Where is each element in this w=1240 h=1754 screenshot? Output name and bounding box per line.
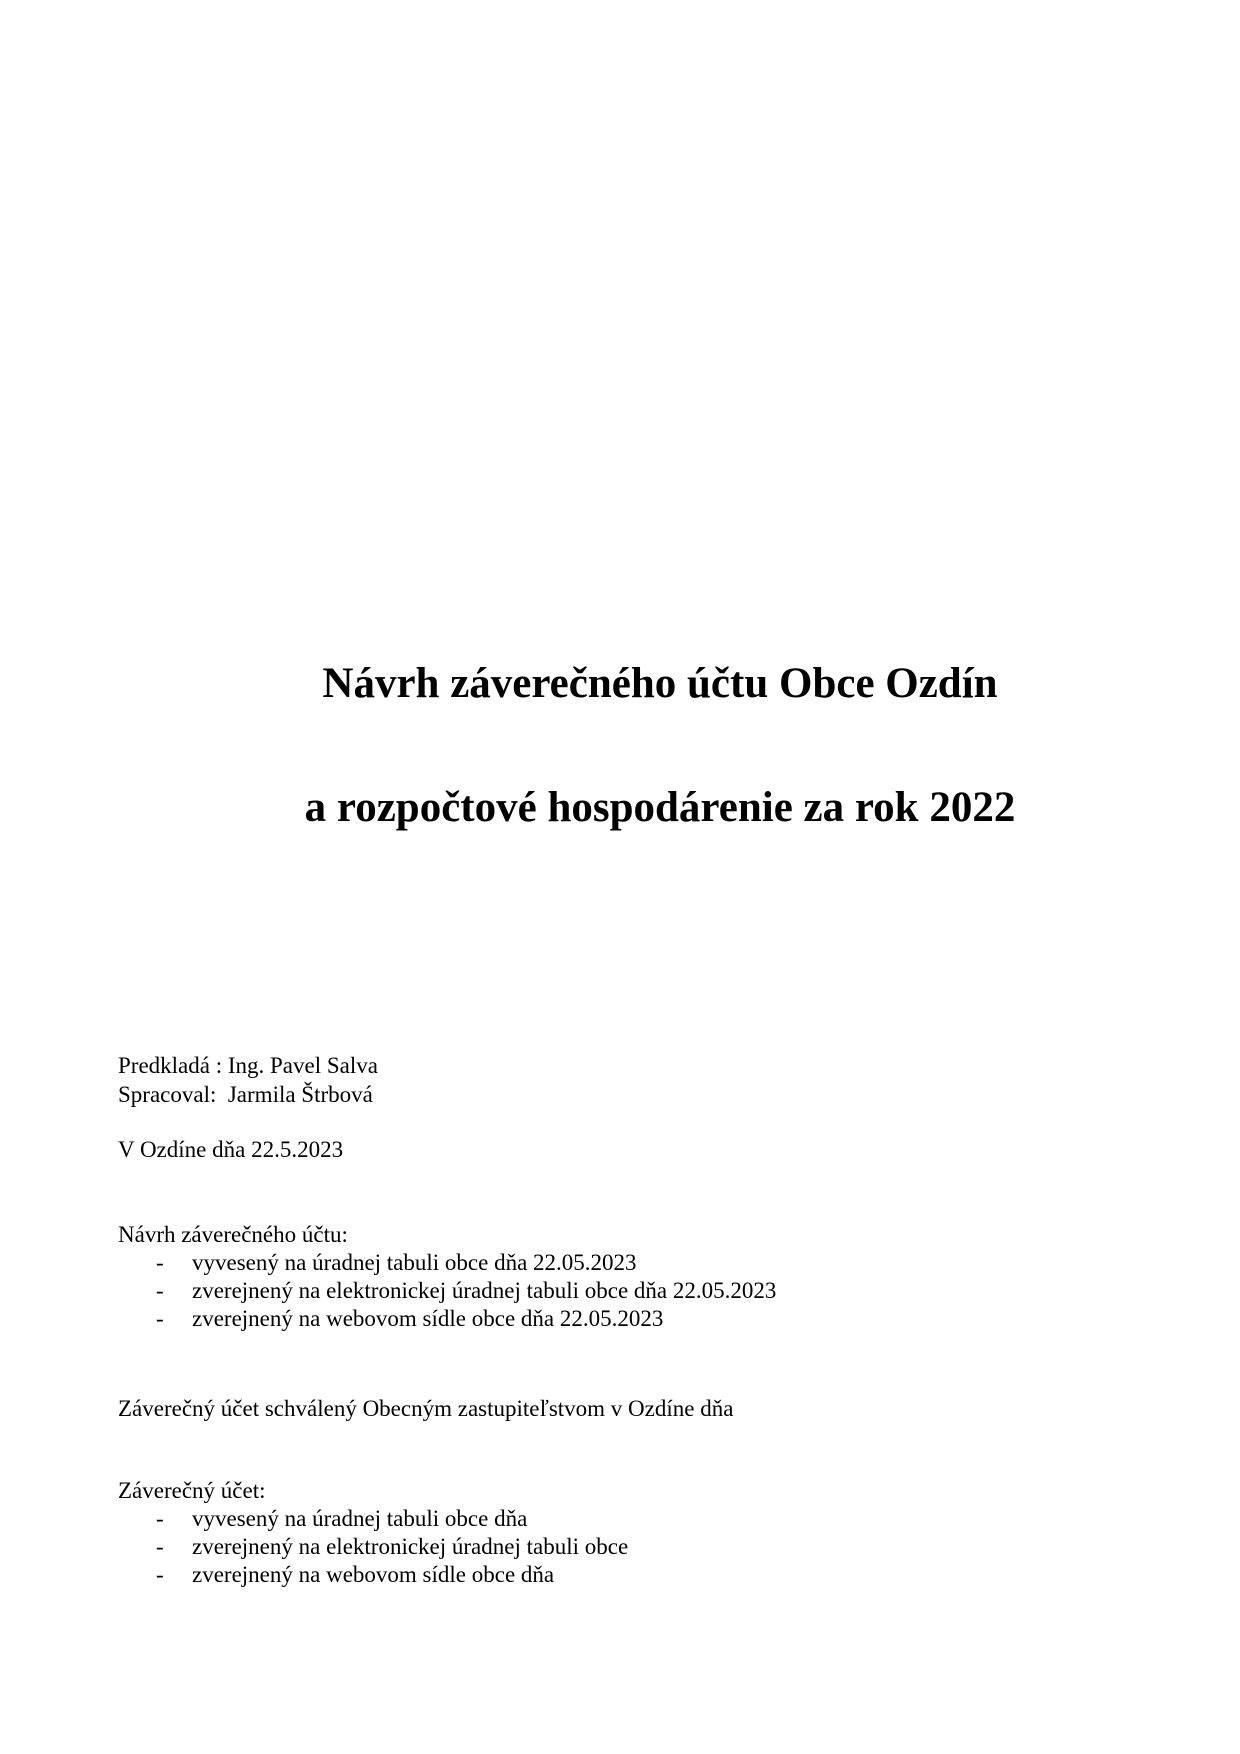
- bullet-dash: -: [156, 1306, 164, 1331]
- bullet-dash: -: [156, 1250, 164, 1275]
- list-item: [156, 1305, 776, 1333]
- proposal-heading: Návrh záverečného účtu:: [118, 1222, 348, 1247]
- list-item-text: zverejnený na elektronickej úradnej tabuli obce: [192, 1534, 629, 1559]
- list-item-text: zverejnený na webovom sídle obce dňa 22.05.2023: [192, 1306, 664, 1331]
- list-item: [156, 1249, 776, 1277]
- list-item: [156, 1505, 628, 1533]
- bullet-dash: -: [156, 1562, 164, 1587]
- approval-statement: Záverečný účet schválený Obecným zastupiteľstvom v Ozdíne dňa: [118, 1396, 734, 1421]
- list-item-text: zverejnený na webovom sídle obce dňa: [192, 1562, 555, 1587]
- final-account-list: [156, 1505, 628, 1589]
- prepared-by: Spracoval: Jarmila Štrbová: [118, 1082, 373, 1107]
- bullet-dash: -: [156, 1534, 164, 1559]
- bullet-dash: -: [156, 1278, 164, 1303]
- proposal-list: [156, 1249, 776, 1333]
- list-item-text: zverejnený na elektronickej úradnej tabuli obce dňa 22.05.2023: [192, 1278, 777, 1303]
- list-item: [156, 1533, 628, 1561]
- author-block: [118, 1051, 378, 1109]
- document-subtitle: a rozpočtové hospodárenie za rok 2022: [304, 784, 1016, 831]
- document-title: Návrh záverečného účtu Obce Ozdín: [322, 660, 998, 707]
- place-date: V Ozdíne dňa 22.5.2023: [118, 1137, 344, 1162]
- list-item: [156, 1561, 628, 1589]
- bullet-dash: -: [156, 1506, 164, 1531]
- list-item: [156, 1277, 776, 1305]
- list-item-text: vyvesený na úradnej tabuli obce dňa: [192, 1506, 528, 1531]
- submitted-by: Predkladá : Ing. Pavel Salva: [118, 1053, 378, 1078]
- final-account-heading: Záverečný účet:: [118, 1478, 266, 1503]
- list-item-text: vyvesený na úradnej tabuli obce dňa 22.05.2023: [192, 1250, 637, 1275]
